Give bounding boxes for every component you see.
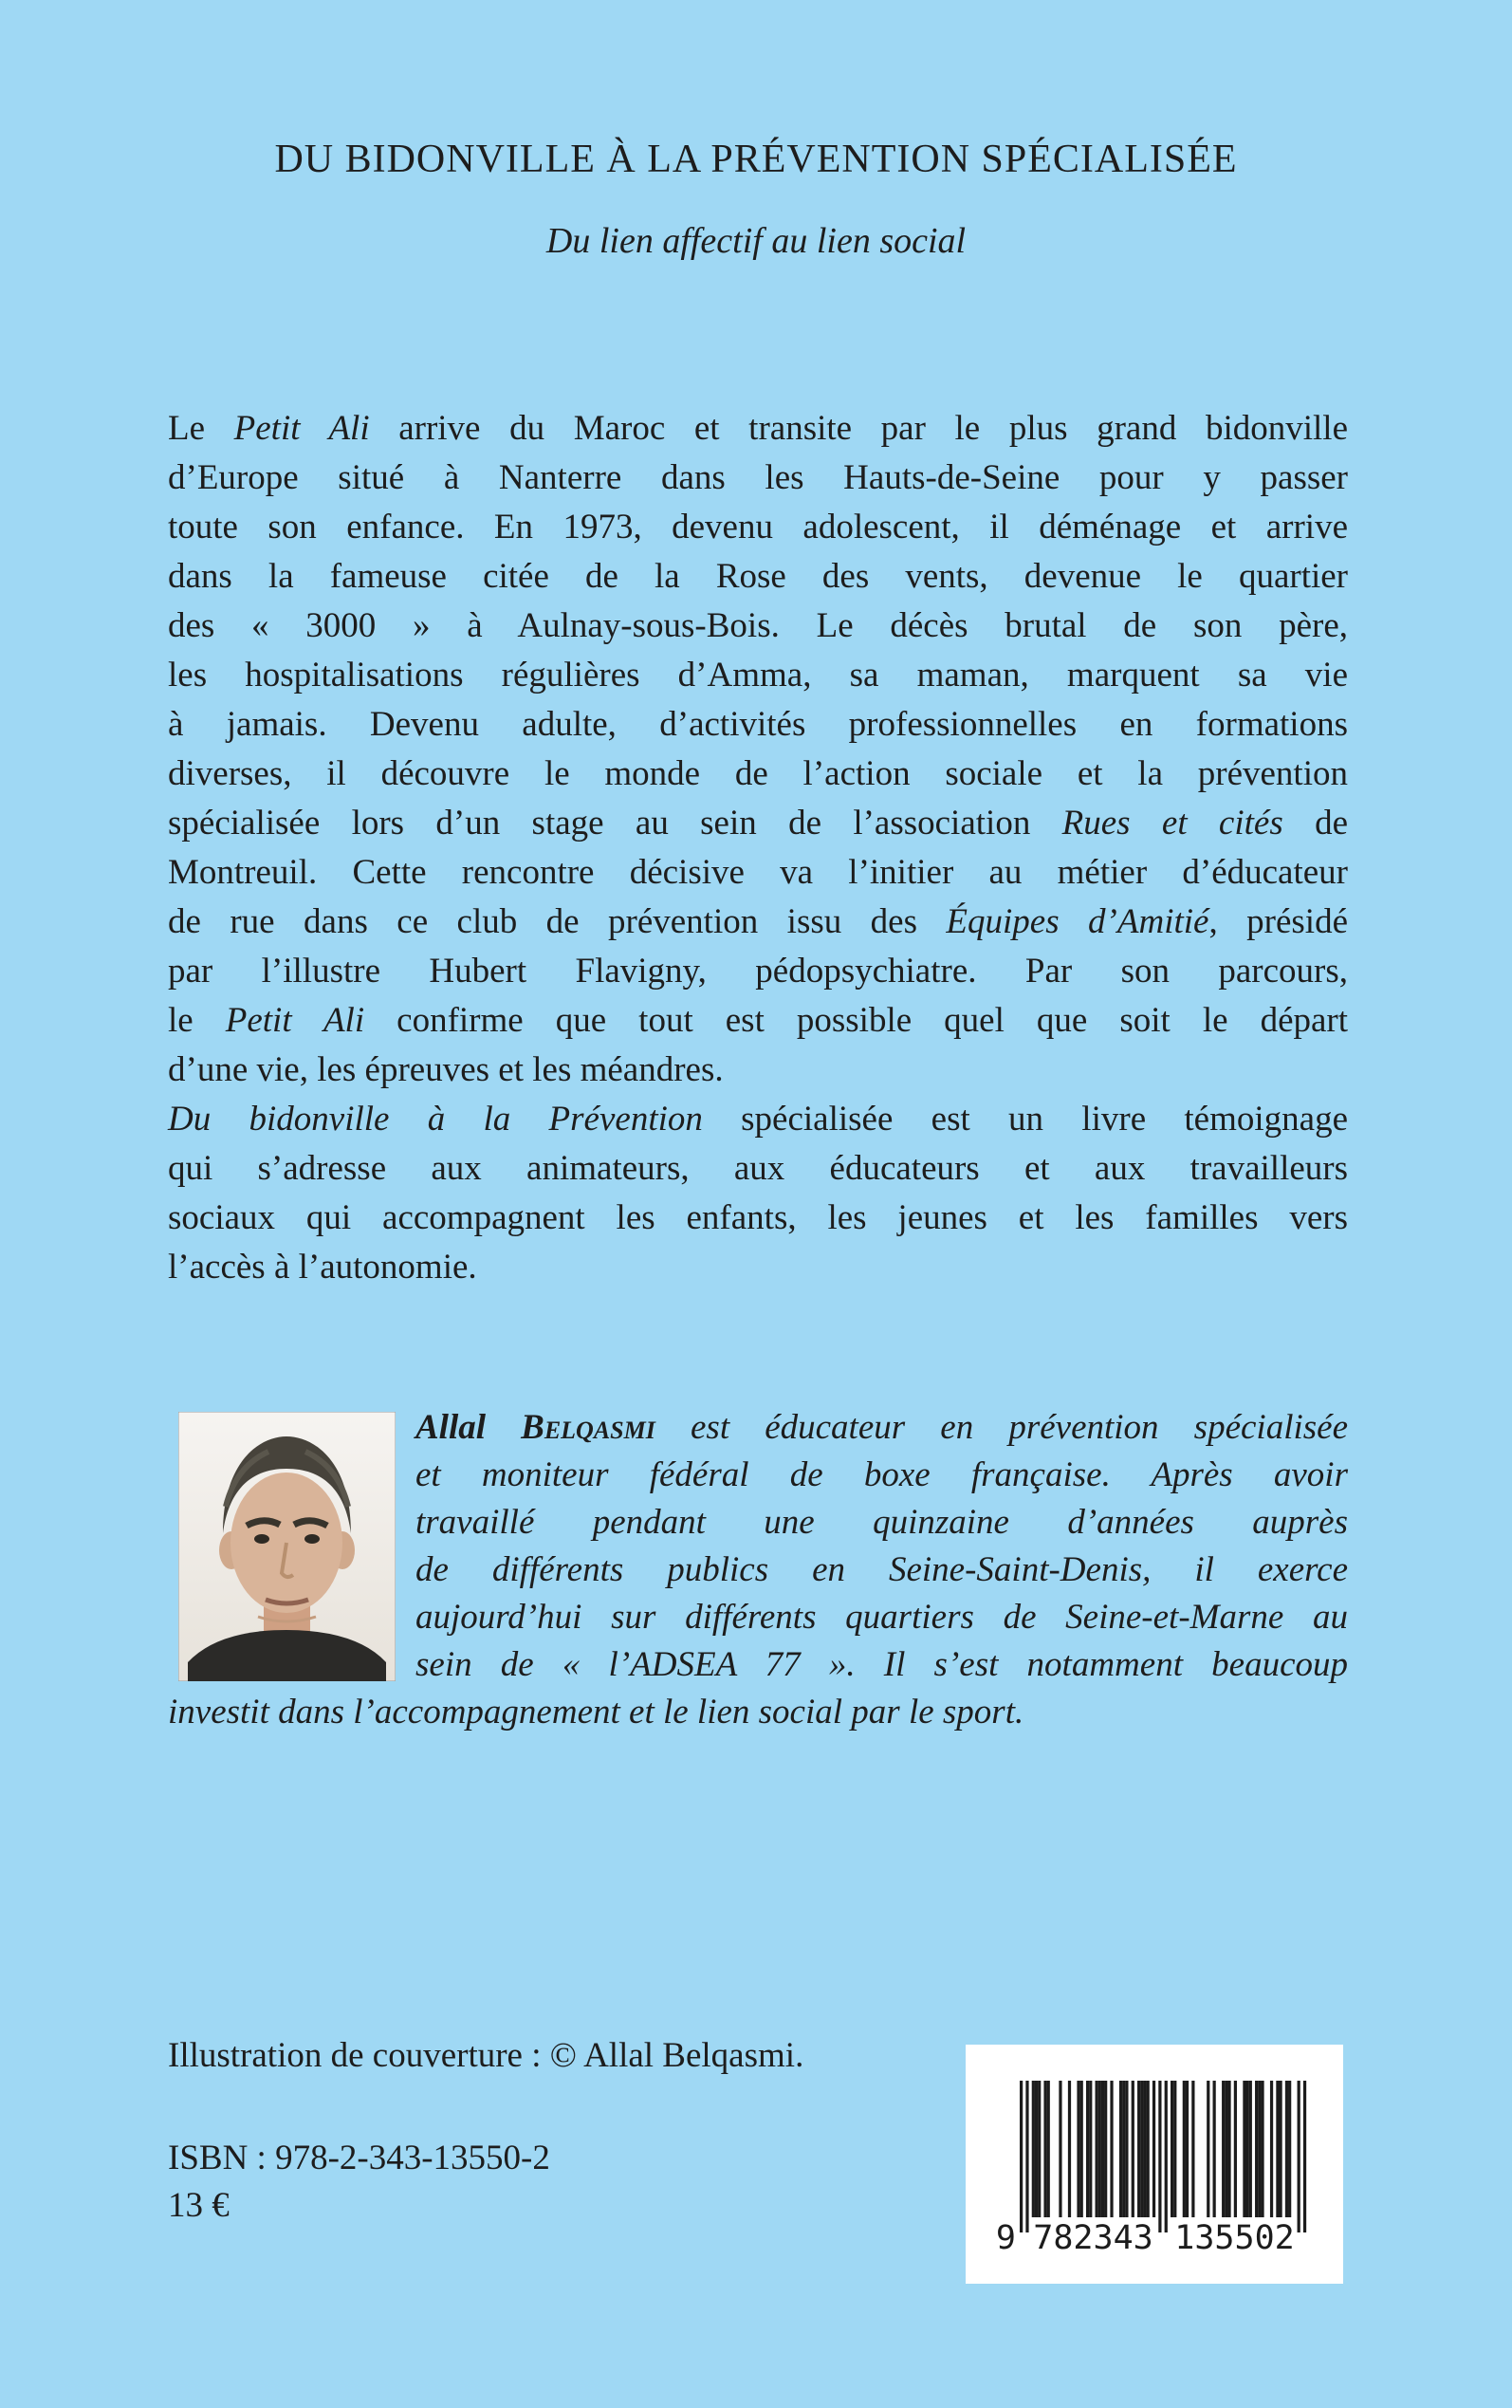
synopsis-line (168, 898, 1348, 947)
text-segment: aujourd’hui sur différents quartiers de Seine-et-Marne au (415, 1598, 1348, 1637)
text-segment: par l’illustre Hubert Flavigny, pédopsychiatre. Par son parcours, (168, 952, 1348, 991)
text-segment: Le (168, 409, 234, 448)
barcode (966, 2045, 1343, 2284)
synopsis-line (168, 996, 1348, 1046)
bio-line (168, 1594, 1348, 1641)
text-segment: diverses, il découvre le monde de l’action sociale et la prévention (168, 754, 1348, 793)
text-segment: Du bidonville à la Prévention (168, 1100, 703, 1139)
bio-line (168, 1689, 1348, 1736)
bio-line (168, 1547, 1348, 1594)
text-segment: Rues et cités (1061, 804, 1283, 843)
synopsis-line (168, 1194, 1348, 1243)
price-text: 13 € (168, 2186, 230, 2225)
text-segment: sein de « l’ADSEA 77 ». Il s’est notamment beaucoup (415, 1645, 1348, 1684)
synopsis-text (168, 404, 1348, 1292)
text-segment: d’Europe situé à Nanterre dans les Hauts-de-Seine pour y passer (168, 458, 1348, 497)
text-segment: toute son enfance. En 1973, devenu adolescent, il déménage et arrive (168, 508, 1348, 546)
text-segment: l’accès à l’autonomie. (168, 1248, 477, 1287)
synopsis-line (168, 404, 1348, 454)
text-segment: de (1282, 804, 1348, 843)
text-segment: Montreuil. Cette rencontre décisive va l’initier au métier d’éducateur (168, 853, 1348, 892)
barcode-digit-first: 9 (995, 2219, 1016, 2257)
synopsis-line (168, 1144, 1348, 1194)
synopsis-line (168, 750, 1348, 799)
synopsis-line (168, 1046, 1348, 1095)
text-segment: spécialisée lors d’un stage au sein de l’association (168, 804, 1062, 843)
text-segment: , présidé (1208, 902, 1348, 941)
barcode-digits-right: 135502 (1174, 2219, 1295, 2257)
text-segment: est éducateur en prévention spécialisée (655, 1408, 1348, 1447)
synopsis-line (168, 1243, 1348, 1292)
synopsis-line (168, 602, 1348, 651)
text-segment: arrive du Maroc et transite par le plus grand bidonville (369, 409, 1348, 448)
bio-line (168, 1404, 1348, 1452)
text-segment: les hospitalisations régulières d’Amma, sa maman, marquent sa vie (168, 656, 1348, 695)
text-segment: d’une vie, les épreuves et les méandres. (168, 1050, 724, 1089)
bio-line (168, 1452, 1348, 1499)
text-segment: des « 3000 » à Aulnay-sous-Bois. Le décès brutal de son père, (168, 606, 1348, 645)
synopsis-line (168, 799, 1348, 848)
synopsis-line (168, 454, 1348, 503)
illustration-credit: Illustration de couverture : © Allal Belqasmi. (168, 2036, 804, 2075)
text-segment: sociaux qui accompagnent les enfants, les jeunes et les familles vers (168, 1198, 1348, 1237)
text-segment: investit dans l’accompagnement et le lien social par le sport. (168, 1693, 1024, 1732)
synopsis-line (168, 1095, 1348, 1144)
text-segment: Petit Ali (225, 1001, 365, 1040)
text-segment: elqasmi (544, 1408, 655, 1447)
author-bio-text (168, 1404, 1348, 1736)
text-segment: dans la fameuse citée de la Rose des vents, devenue le quartier (168, 557, 1348, 596)
text-segment: Petit Ali (233, 409, 370, 448)
synopsis-line (168, 700, 1348, 750)
text-segment: Allal B (415, 1408, 544, 1447)
text-segment: qui s’adresse aux animateurs, aux éducateurs et aux travailleurs (168, 1149, 1348, 1188)
barcode-digits-left: 782343 (1033, 2219, 1153, 2257)
text-segment: à jamais. Devenu adulte, d’activités professionnelles en formations (168, 705, 1348, 744)
text-segment: travaillé pendant une quinzaine d’années auprès (415, 1503, 1348, 1542)
isbn-text: ISBN : 978-2-343-13550-2 (168, 2139, 550, 2177)
text-segment: le (168, 1001, 226, 1040)
synopsis-line (168, 947, 1348, 996)
barcode-bars (1020, 2081, 1307, 2232)
book-title: DU BIDONVILLE À LA PRÉVENTION SPÉCIALISÉE (274, 138, 1238, 181)
synopsis-line (168, 848, 1348, 898)
text-segment: Équipes d’Amitié (946, 902, 1209, 941)
bio-line (168, 1641, 1348, 1689)
text-segment: de rue dans ce club de prévention issu des (168, 902, 947, 941)
synopsis-line (168, 552, 1348, 602)
text-segment: spécialisée est un livre témoignage (702, 1100, 1348, 1139)
synopsis-line (168, 651, 1348, 700)
text-segment: de différents publics en Seine-Saint-Denis, il exerce (415, 1550, 1348, 1589)
text-segment: confirme que tout est possible quel que soit le départ (364, 1001, 1349, 1040)
text-segment: et moniteur fédéral de boxe française. Après avoir (415, 1455, 1348, 1494)
synopsis-line (168, 503, 1348, 552)
book-subtitle: Du lien affectif au lien social (545, 221, 967, 261)
bio-line (168, 1499, 1348, 1547)
